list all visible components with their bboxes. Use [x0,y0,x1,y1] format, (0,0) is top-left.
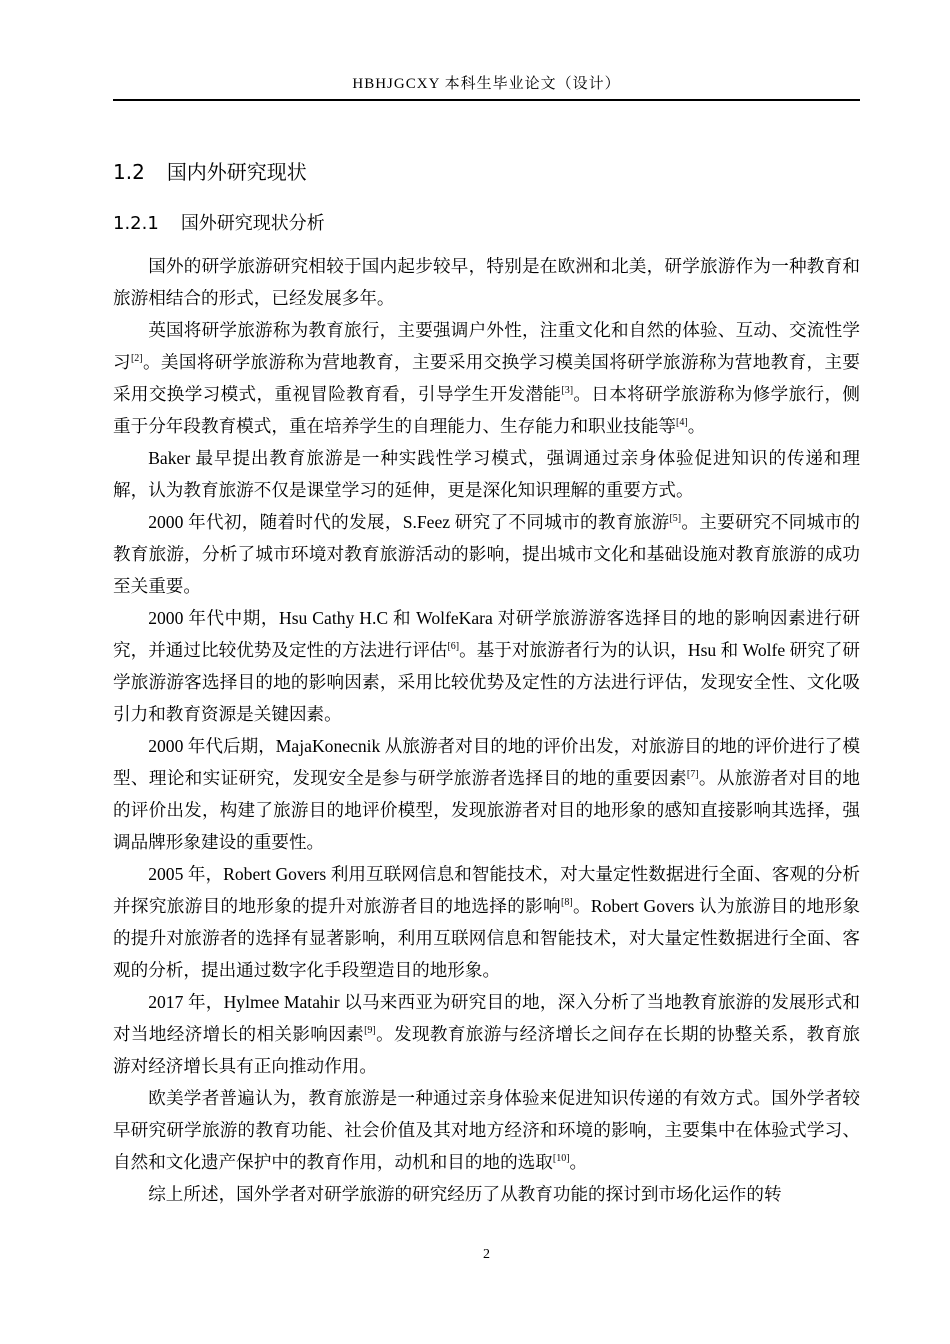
paragraph-text: 英国将研学旅游称为教育旅行，主要强调户外性，注重文化和自然的体验、互动、交流性学习 [113,320,860,372]
paragraph-text: 。主要研究不同城市的教育旅游，分析了城市环境对教育旅游活动的影响，提出城市文化和基础设施对教育旅游的成功至关重要。 [113,512,860,596]
paragraph-text: 。美国将研学旅游称为营地教育，主要采用交换学习模美国将研学旅游称为营地教育，主要采用交换学习模式，重视冒险教育看，引导学生开发潜能 [113,352,860,404]
paragraph [113,250,860,314]
body-text [113,250,860,1210]
citation: [7] [686,769,699,781]
citation: [4] [676,417,688,429]
paragraph [113,314,860,442]
section-heading [113,156,307,185]
paragraph-text: 。发现教育旅游与经济增长之间存在长期的协整关系，教育旅游对经济增长具有正向推动作用。 [113,1024,860,1076]
paragraph-text: 2005 年，Robert Govers 利用互联网信息和智能技术，对大量定性数据进行全面、客观的分析并探究旅游目的地形象的提升对旅游者目的地选择的影响 [113,864,860,916]
paragraph-text: 。基于对旅游者行为的认识，Hsu 和 Wolfe 研究了研学旅游游客选择目的地的影响因素，采用比较优势及定性的方法进行评估，发现安全性、文化吸引力和教育资源是关键因素。 [113,640,860,724]
page-number: 2 [483,1247,490,1262]
paragraph-text: 。日本将研学旅游称为修学旅行，侧重于分年段教育模式，重在培养学生的自理能力、生存能力和职业技能等 [113,384,860,436]
section-number: 1.2 [113,160,145,184]
citation: [2] [130,353,143,365]
paragraph [113,1178,860,1210]
citation: [6] [447,641,460,653]
paragraph-text: 。从旅游者对目的地的评价出发，构建了旅游目的地评价模型，发现旅游者对目的地形象的感知直接影响其选择，强调品牌形象建设的重要性。 [113,768,860,852]
paragraph-text: 。 [687,416,706,436]
paragraph-text: 2017 年，Hylmee Matahir 以马来西亚为研究目的地，深入分析了当地教育旅游的发展形式和对当地经济增长的相关影响因素 [113,992,860,1044]
citation: [10] [552,1153,570,1165]
paragraph [113,986,860,1082]
subsection-heading [113,209,325,235]
citation: [3] [561,385,574,397]
paragraph-text: Baker 最早提出教育旅游是一种实践性学习模式，强调通过亲身体验促进知识的传递和理解，认为教育旅游不仅是课堂学习的延伸，更是深化知识理解的重要方式。 [113,448,860,500]
paragraph [113,1082,860,1178]
citation: [8] [560,897,573,909]
page-header: HBHJGCXY 本科生毕业论文（设计） [352,76,621,92]
paragraph [113,442,860,506]
paragraph-text: 2000 年代中期，Hsu Cathy H.C 和 WolfeKara 对研学旅游游客选择目的地的影响因素进行研究，并通过比较优势及定性的方法进行评估 [113,608,860,660]
header-rule [113,99,860,101]
paragraph-text: 欧美学者普遍认为，教育旅游是一种通过亲身体验来促进知识传递的有效方式。国外学者较早研究研学旅游的教育功能、社会价值及其对地方经济和环境的影响，主要集中在体验式学习、自然和文化遗产保护中的教育作用，动机和目的地的选取 [113,1088,860,1172]
paragraph-text: 2000 年代初，随着时代的发展，S.Feez 研究了不同城市的教育旅游 [148,512,670,532]
section-title: 国内外研究现状 [166,160,307,184]
paragraph [113,730,860,858]
paragraph [113,506,860,602]
paragraph [113,602,860,730]
paragraph-text: 国外的研学旅游研究相较于国内起步较早，特别是在欧洲和北美，研学旅游作为一种教育和旅游相结合的形式，已经发展多年。 [113,256,860,308]
subsection-title: 国外研究现状分析 [180,213,325,234]
paragraph-text: 2000 年代后期，MajaKonecnik 从旅游者对目的地的评价出发，对旅游目的地的评价进行了模型、理论和实证研究，发现安全是参与研学旅游者选择目的地的重要因素 [113,736,860,788]
paragraph-text: 综上所述，国外学者对研学旅游的研究经历了从教育功能的探讨到市场化运作的转 [148,1184,782,1204]
paragraph [113,858,860,986]
citation: [5] [669,513,682,525]
paragraph-text: 。Robert Govers 认为旅游目的地形象的提升对旅游者的选择有显著影响，利用互联网信息和智能技术，对大量定性数据进行全面、客观的分析，提出通过数字化手段塑造目的地形象。 [113,896,860,980]
subsection-number: 1.2.1 [113,213,159,234]
paragraph-text: 。 [569,1152,588,1172]
citation: [9] [364,1025,376,1037]
